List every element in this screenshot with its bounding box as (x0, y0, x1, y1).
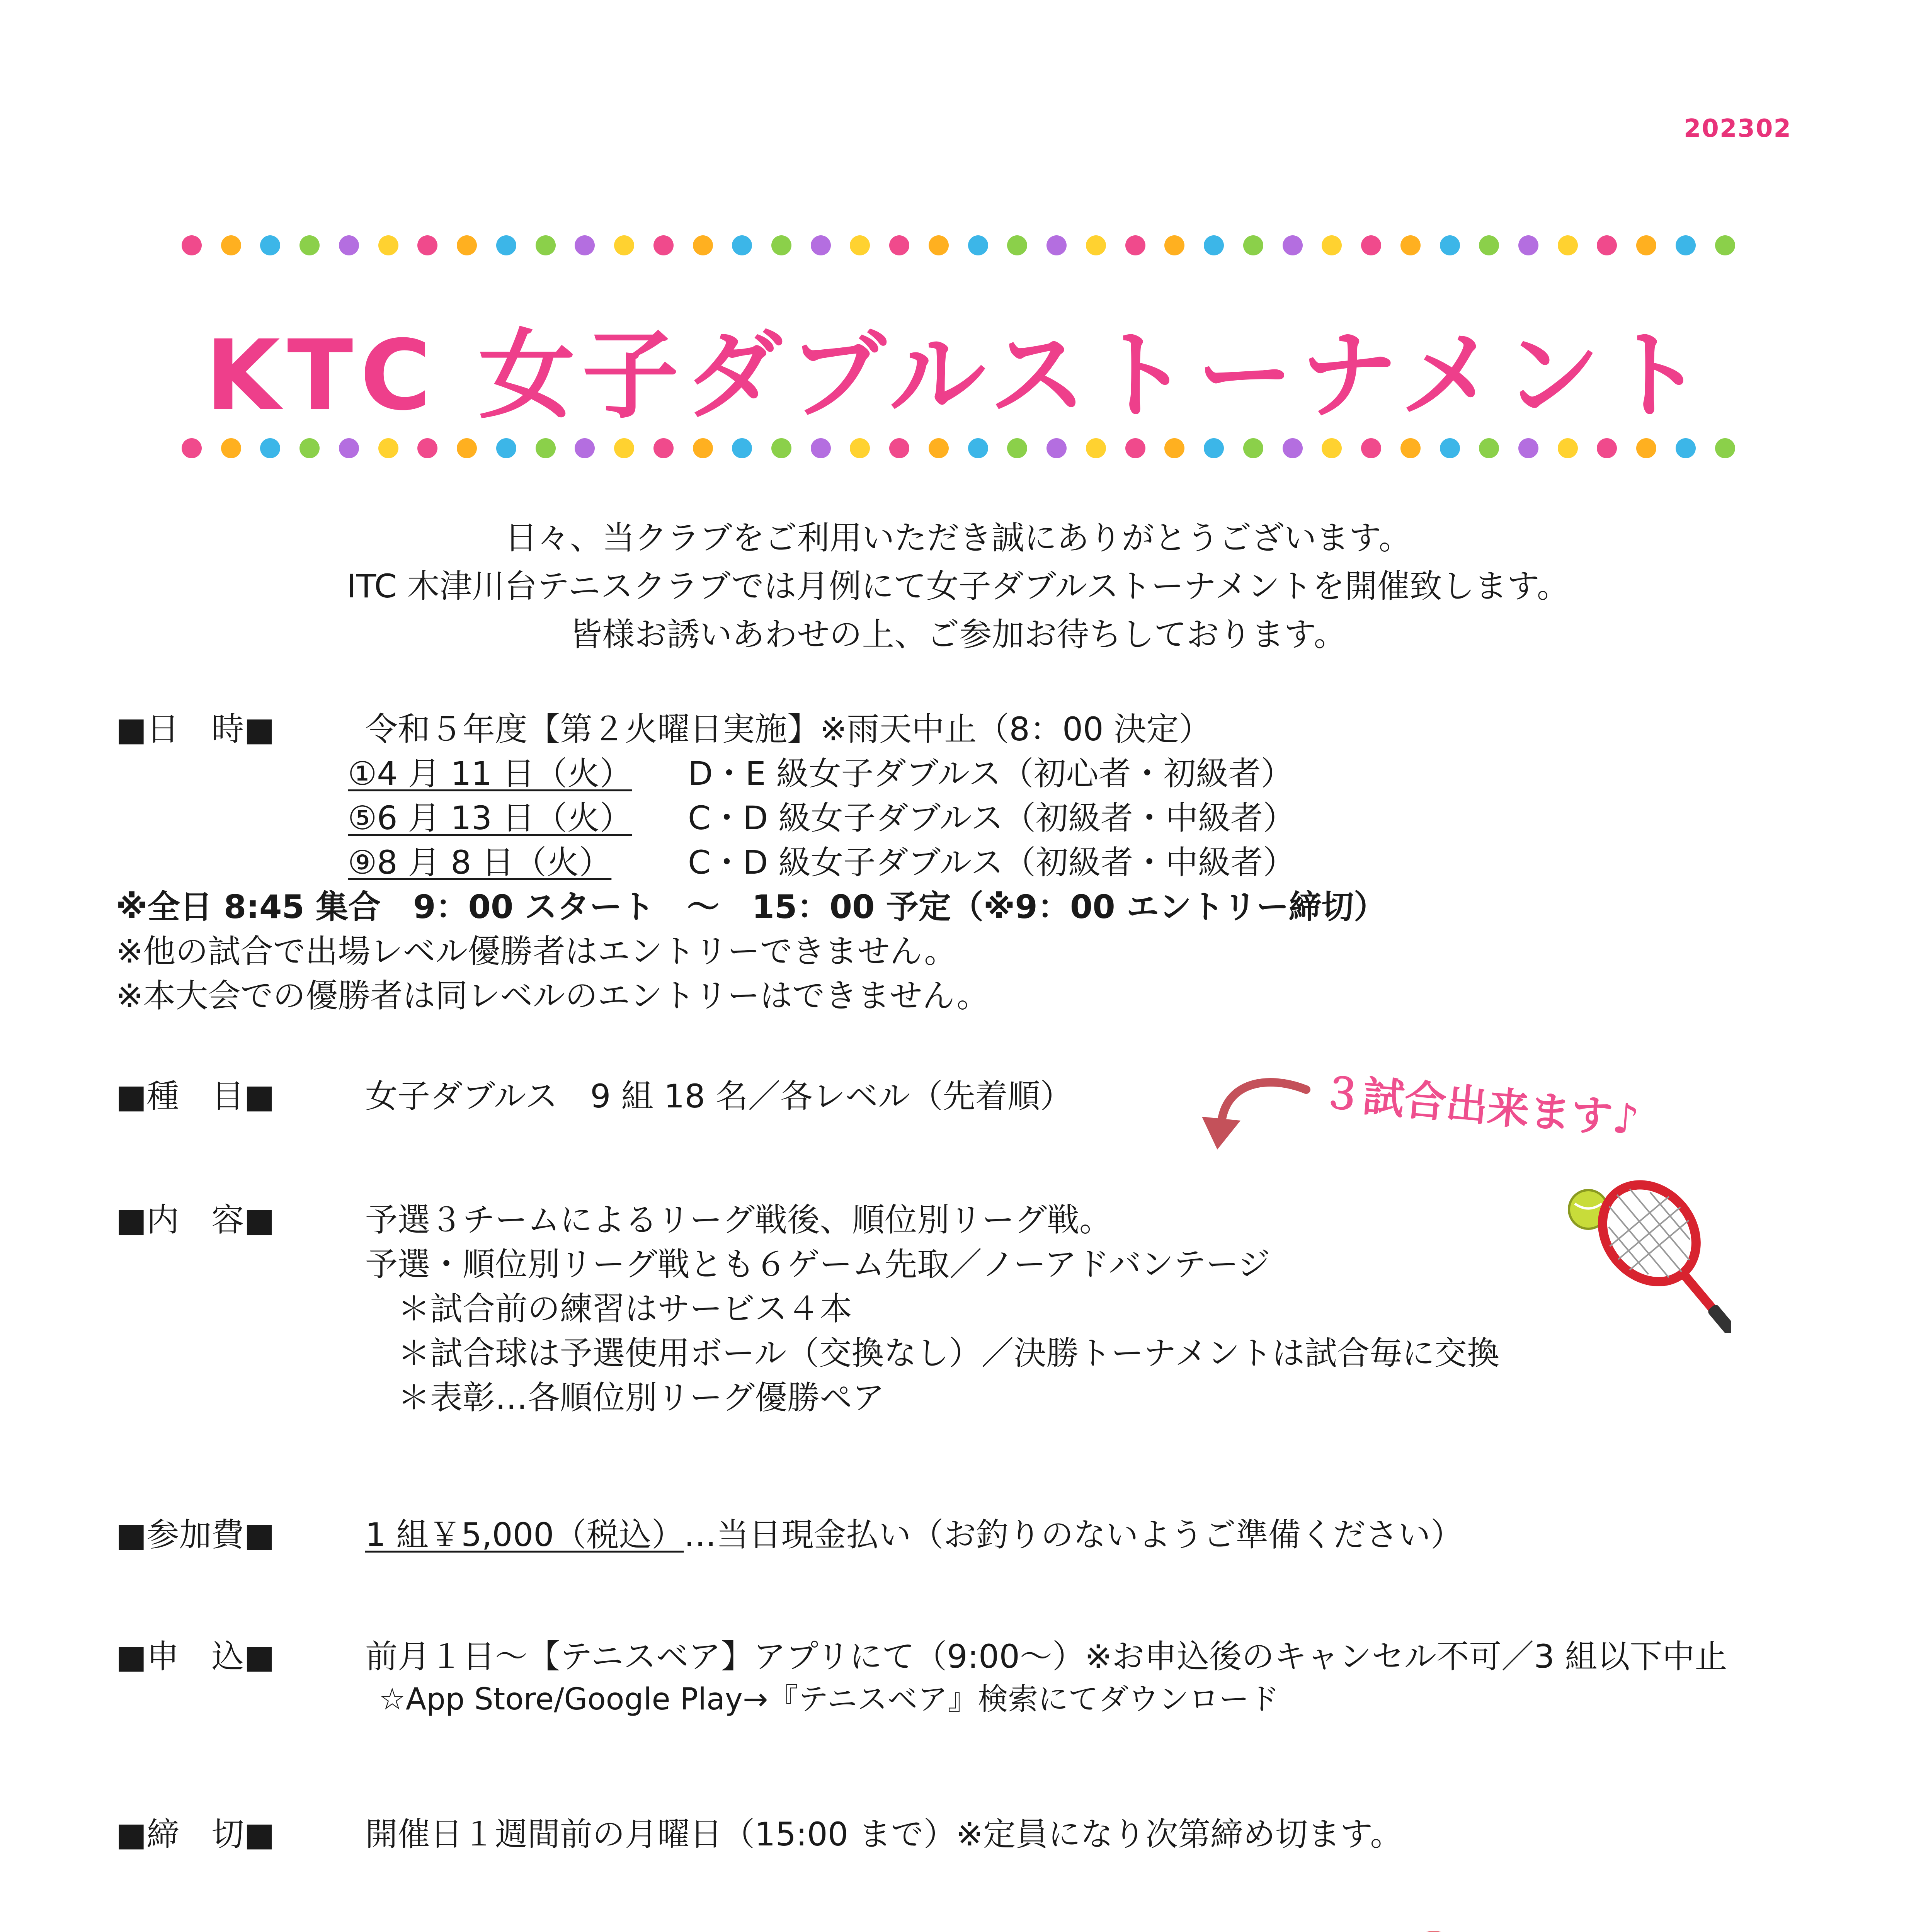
curved-arrow-icon (1190, 1066, 1314, 1155)
decorative-dot (1518, 235, 1538, 255)
content-line: ＊表彰…各順位別リーグ優勝ペア (365, 1379, 885, 1417)
decorative-dot (182, 235, 202, 255)
decorative-dot (1597, 438, 1617, 458)
decorative-dot (1558, 438, 1578, 458)
decorative-dot (1204, 235, 1224, 255)
schedule-desc-1: D・E 級女子ダブルス（初心者・初級者） (688, 755, 1293, 793)
content-line: 予選３チームによるリーグ戦後、順位別リーグ戦。 (365, 1201, 1112, 1239)
intro-line: 皆様お誘いあわせの上、ご参加お待ちしております。 (570, 616, 1346, 653)
decorative-dot (811, 235, 831, 255)
decorative-dot (1479, 438, 1499, 458)
deadline-text: 開催日１週間前の月曜日（15:00 まで）※定員になり次第締め切ます。 (365, 1815, 1403, 1853)
apply-line-1: 前月１日～【テニスベア】アプリにて（9:00～）※お申込後のキャンセル不可／3 組以下中止 (365, 1638, 1727, 1675)
decorative-dot (1007, 235, 1027, 255)
decorative-dot (1046, 438, 1067, 458)
decorative-dot (1676, 235, 1696, 255)
decorative-dot (1243, 438, 1263, 458)
decorative-dot (496, 235, 516, 255)
deadline-label: ■締 切■ (116, 1815, 275, 1853)
schedule-note-1: ※他の試合で出場レベル優勝者はエントリーできません。 (116, 932, 957, 970)
schedule-desc-3: C・D 級女子ダブルス（初級者・中級者） (688, 844, 1296, 881)
decorative-dot (221, 235, 241, 255)
event-text: 女子ダブルス 9 組 18 名／各レベル（先着順） (365, 1077, 1073, 1115)
apply-label: ■申 込■ (116, 1638, 275, 1675)
dot-border-top (182, 232, 1735, 259)
intro-text (0, 514, 1916, 659)
decorative-dot (457, 438, 477, 458)
decorative-dot (1322, 438, 1342, 458)
apply-line-2: ☆App Store/Google Play→『テニスベア』検索にてダウンロード (379, 1682, 1280, 1717)
decorative-dot (417, 235, 437, 255)
decorative-dot (1518, 438, 1538, 458)
schedule-date-1: ①4 月 11 日（火） (348, 755, 632, 793)
tennis-players-illustration (1376, 1924, 1785, 1932)
decorative-dot (339, 235, 359, 255)
event-label: ■種 目■ (116, 1077, 275, 1115)
schedule-main: 令和５年度【第２火曜日実施】※雨天中止（8：00 決定） (365, 710, 1212, 748)
decorative-dot (1676, 438, 1696, 458)
decorative-dot (1361, 235, 1381, 255)
decorative-dot (1361, 438, 1381, 458)
decorative-dot (850, 438, 870, 458)
decorative-dot (1440, 438, 1460, 458)
decorative-dot (575, 438, 595, 458)
decorative-dot (1597, 235, 1617, 255)
decorative-dot (732, 438, 752, 458)
decorative-dot (968, 438, 988, 458)
decorative-dot (850, 235, 870, 255)
decorative-dot (1046, 235, 1067, 255)
schedule-desc-2: C・D 級女子ダブルス（初級者・中級者） (688, 799, 1296, 837)
decorative-dot (536, 235, 556, 255)
decorative-dot (693, 438, 713, 458)
decorative-dot (182, 438, 202, 458)
decorative-dot (1164, 438, 1184, 458)
decorative-dot (575, 235, 595, 255)
schedule-date-3: ⑨8 月 8 日（火） (348, 844, 612, 881)
decorative-dot (299, 235, 320, 255)
decorative-dot (1636, 235, 1656, 255)
decorative-dot (889, 438, 909, 458)
decorative-dot (1558, 235, 1578, 255)
decorative-dot (1283, 235, 1303, 255)
fee-label: ■参加費■ (116, 1516, 275, 1554)
decorative-dot (299, 438, 320, 458)
decorative-dot (221, 438, 241, 458)
dot-border-bottom (182, 435, 1735, 462)
document-code: 202302 (1683, 114, 1792, 143)
tennis-racket-icon (1546, 1171, 1731, 1333)
schedule-label: ■日 時■ (116, 710, 275, 748)
page-title: KTC 女子ダブルストーナメント (205, 319, 1711, 432)
callout-three-matches: ３試合出来ます♪ (1319, 1068, 1641, 1145)
caution-label (116, 1926, 275, 1932)
decorative-dot (929, 438, 949, 458)
decorative-dot (260, 438, 280, 458)
fee-payment-note: …当日現金払い（お釣りのないようご準備ください） (684, 1516, 1463, 1554)
decorative-dot (536, 438, 556, 458)
intro-line: ITC 木津川台テニスクラブでは月例にて女子ダブルストーナメントを開催致します。 (347, 567, 1569, 605)
decorative-dot (614, 438, 634, 458)
decorative-dot (1322, 235, 1342, 255)
decorative-dot (1164, 235, 1184, 255)
decorative-dot (496, 438, 516, 458)
decorative-dot (1204, 438, 1224, 458)
fee-amount: 1 組￥5,000（税込） (365, 1516, 684, 1554)
decorative-dot (1283, 438, 1303, 458)
decorative-dot (1636, 438, 1656, 458)
decorative-dot (771, 235, 791, 255)
schedule-time-note: ※全日 8:45 集合 9：00 スタート ～ 15：00 予定（※9：00 エントリー締切） (116, 888, 1386, 926)
decorative-dot (1125, 438, 1145, 458)
schedule-note-2: ※本大会での優勝者は同レベルのエントリーはできません。 (116, 977, 989, 1015)
content-label: ■内 容■ (116, 1201, 275, 1239)
decorative-dot (1715, 235, 1735, 255)
decorative-dot (1479, 235, 1499, 255)
decorative-dot (771, 438, 791, 458)
decorative-dot (339, 438, 359, 458)
decorative-dot (1440, 235, 1460, 255)
decorative-dot (811, 438, 831, 458)
fee-text (365, 1509, 1463, 1556)
content-line: ＊試合前の練習はサービス４本 (365, 1290, 853, 1328)
decorative-dot (732, 235, 752, 255)
decorative-dot (1400, 438, 1421, 458)
content-line: ＊試合球は予選使用ボール（交換なし）／決勝トーナメントは試合毎に交換 (365, 1334, 1499, 1372)
caution-line (365, 1926, 917, 1932)
decorative-dot (693, 235, 713, 255)
decorative-dot (614, 235, 634, 255)
decorative-dot (968, 235, 988, 255)
decorative-dot (653, 235, 674, 255)
decorative-dot (457, 235, 477, 255)
decorative-dot (889, 235, 909, 255)
decorative-dot (1400, 235, 1421, 255)
decorative-dot (1007, 438, 1027, 458)
decorative-dot (1243, 235, 1263, 255)
decorative-dot (929, 235, 949, 255)
intro-line: 日々、当クラブをご利用いただき誠にありがとうございます。 (505, 519, 1411, 557)
schedule-date-2: ⑤6 月 13 日（火） (348, 799, 632, 837)
content-line: 予選・順位別リーグ戦とも６ゲーム先取／ノーアドバンテージ (365, 1245, 1270, 1283)
decorative-dot (378, 235, 398, 255)
decorative-dot (378, 438, 398, 458)
decorative-dot (1715, 438, 1735, 458)
decorative-dot (653, 438, 674, 458)
decorative-dot (1086, 438, 1106, 458)
decorative-dot (1125, 235, 1145, 255)
decorative-dot (260, 235, 280, 255)
decorative-dot (1086, 235, 1106, 255)
decorative-dot (417, 438, 437, 458)
